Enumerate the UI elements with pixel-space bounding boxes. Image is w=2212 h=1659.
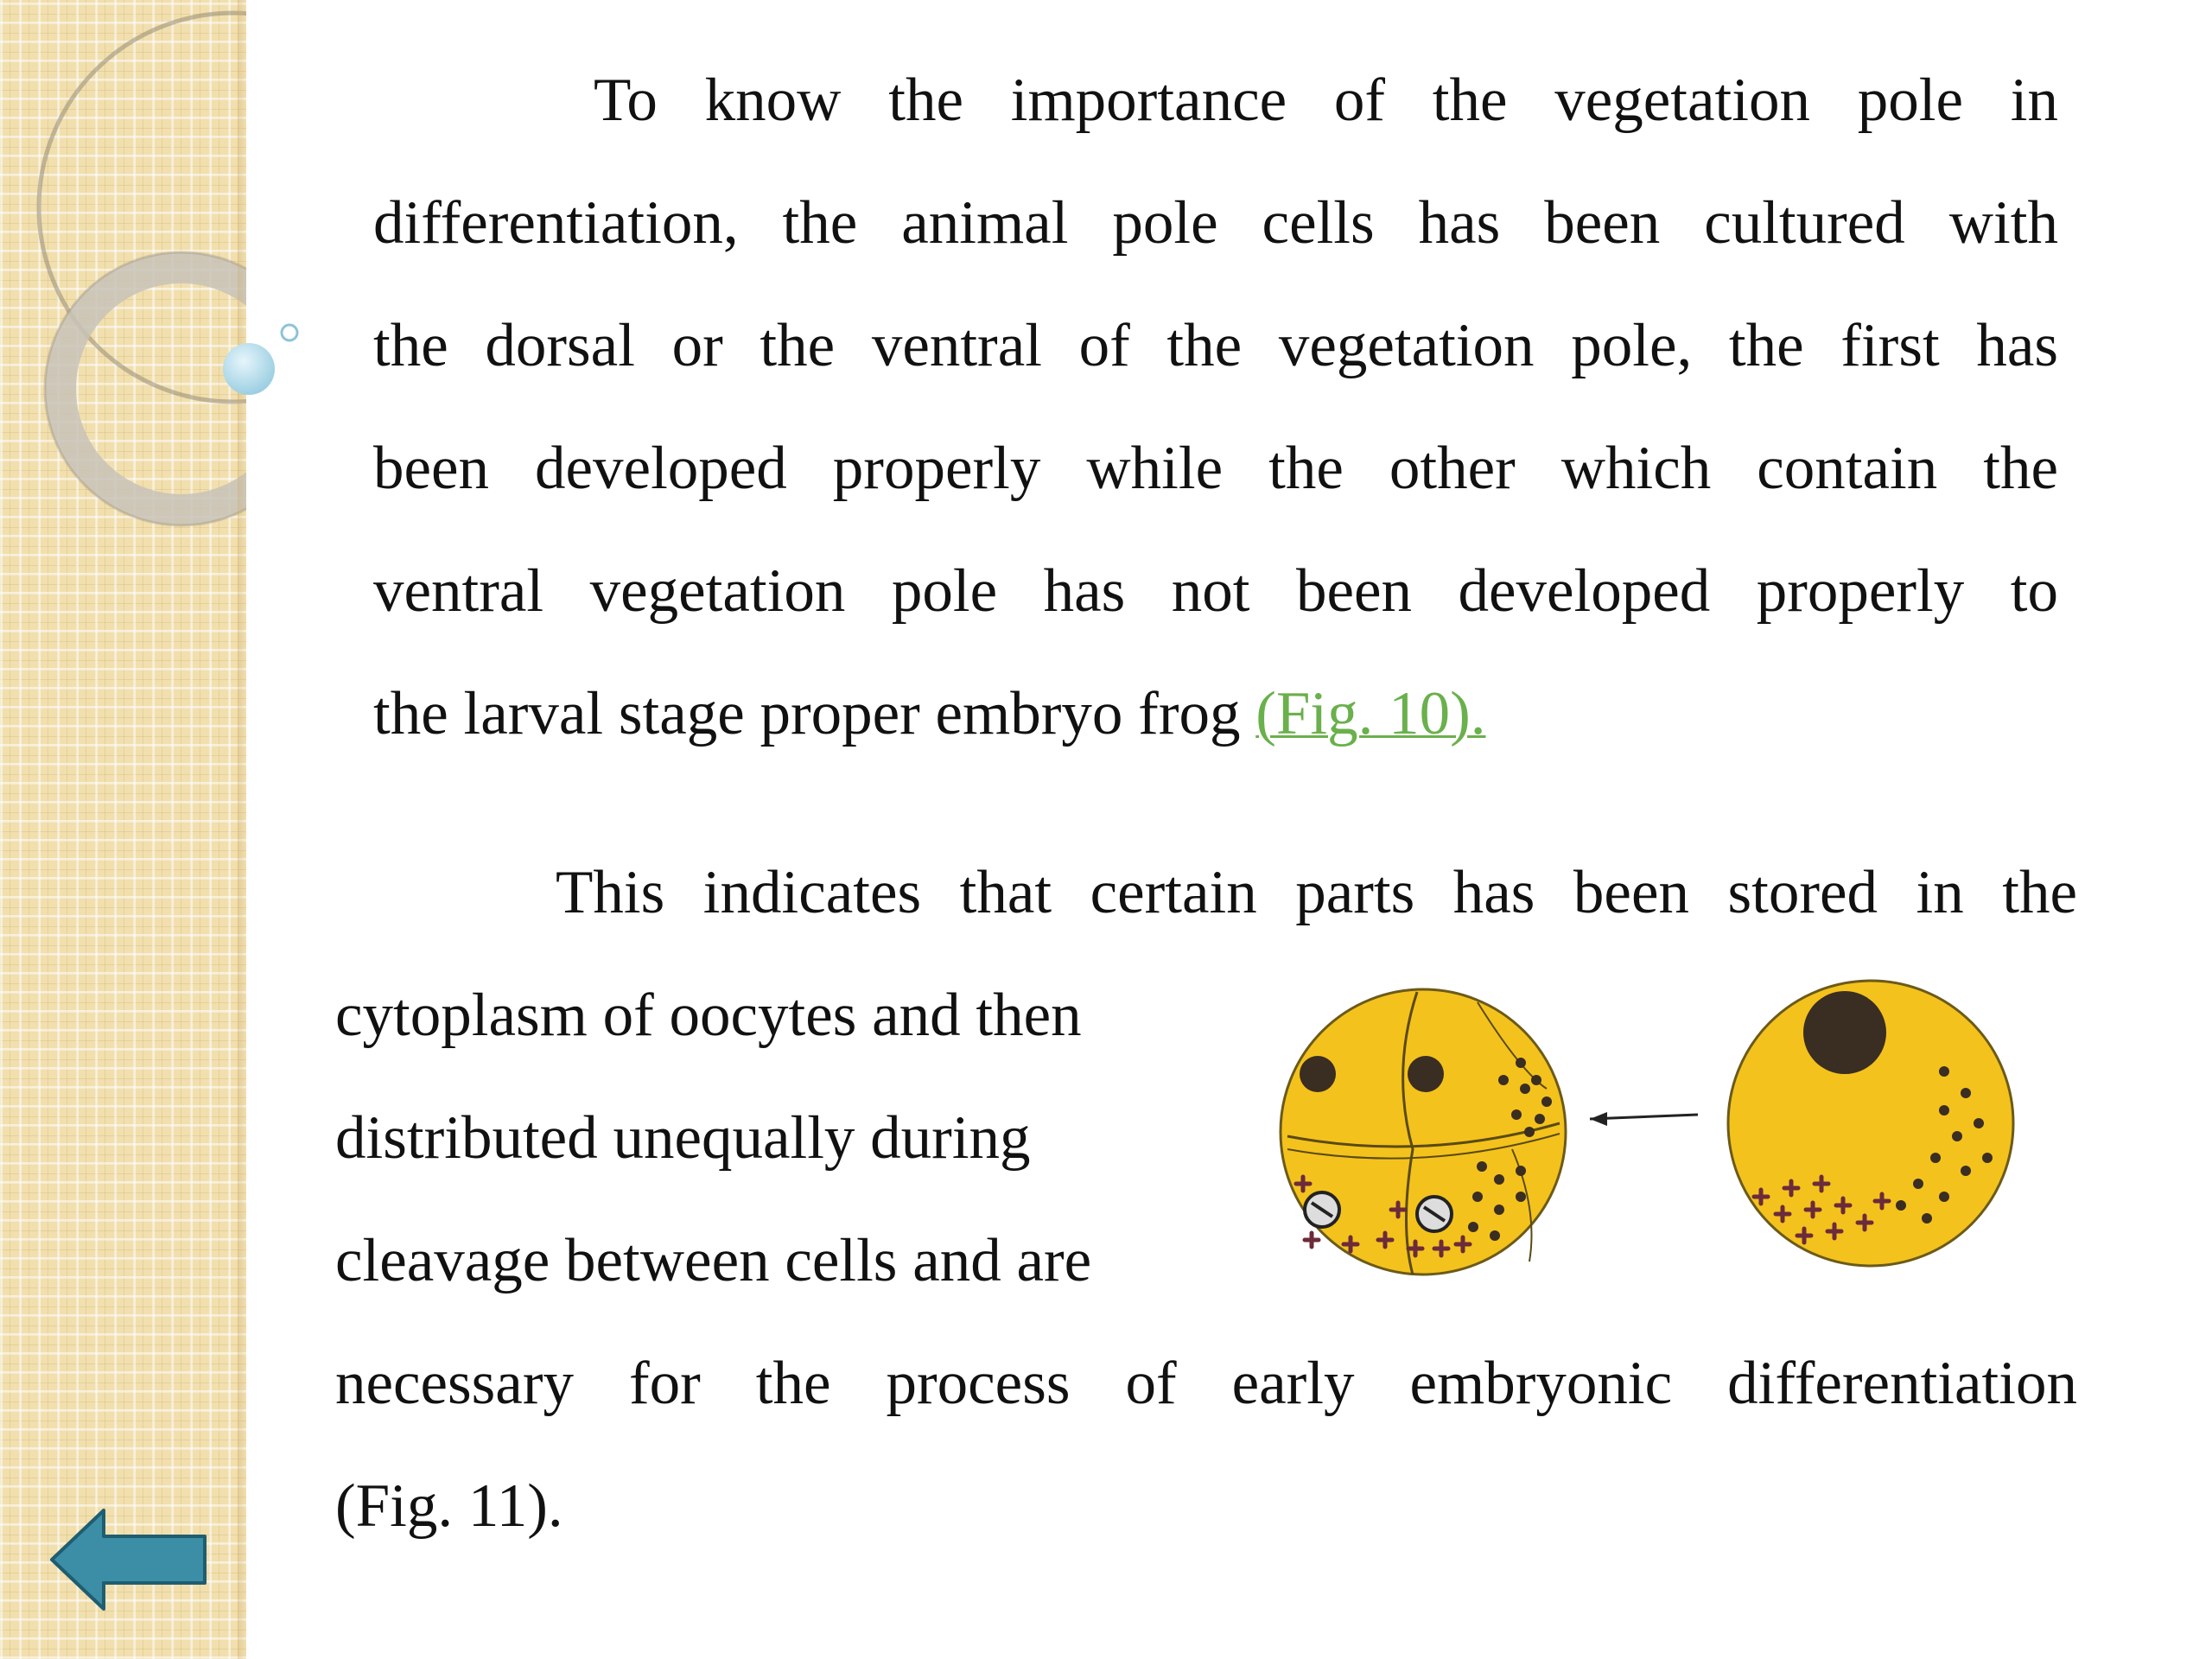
back-button[interactable] — [48, 1503, 212, 1616]
decorative-rings — [0, 0, 246, 536]
paragraph2-line-5: necessary for the process of early embryonic differentiation — [335, 1350, 2077, 1417]
oocyte — [1728, 981, 2013, 1266]
paragraph1-line-1: To know the importance of the vegetation pole in — [594, 67, 2058, 134]
bubble-ornament — [216, 315, 302, 402]
four-cell-embryo — [1281, 989, 1566, 1274]
back-arrow-icon — [48, 1503, 212, 1616]
fig-10-link[interactable]: (Fig. 10). — [1255, 680, 1486, 747]
paragraph2-line-2: cytoplasm of oocytes and then — [335, 982, 1082, 1049]
paragraph2-line-3: distributed unequally during — [335, 1104, 1031, 1172]
paragraph1-line-6: the larval stage proper embryo frog — [373, 680, 1256, 747]
paragraph1-line-3: the dorsal or the ventral of the vegetation pole, the first has — [373, 312, 2058, 379]
paragraph1-line-5: ventral vegetation pole has not been developed properly to — [373, 557, 2058, 625]
development-arrow — [1590, 1112, 1698, 1126]
paragraph2-line-6: (Fig. 11). — [335, 1472, 563, 1540]
embryo-figure — [1262, 950, 2039, 1296]
paragraph2-line-1: This indicates that certain parts has been stored in the — [556, 859, 2077, 926]
paragraph1-line-4: been developed properly while the other which contain the — [373, 435, 2058, 502]
paragraph-vegetation-pole — [373, 39, 2058, 775]
paragraph1-line-2: differentiation, the animal pole cells has been cultured with — [373, 189, 2058, 257]
paragraph2-line-4: cleavage between cells and are — [335, 1227, 1092, 1294]
sidebar-edge — [238, 0, 246, 1659]
decorative-sidebar — [0, 0, 246, 1659]
